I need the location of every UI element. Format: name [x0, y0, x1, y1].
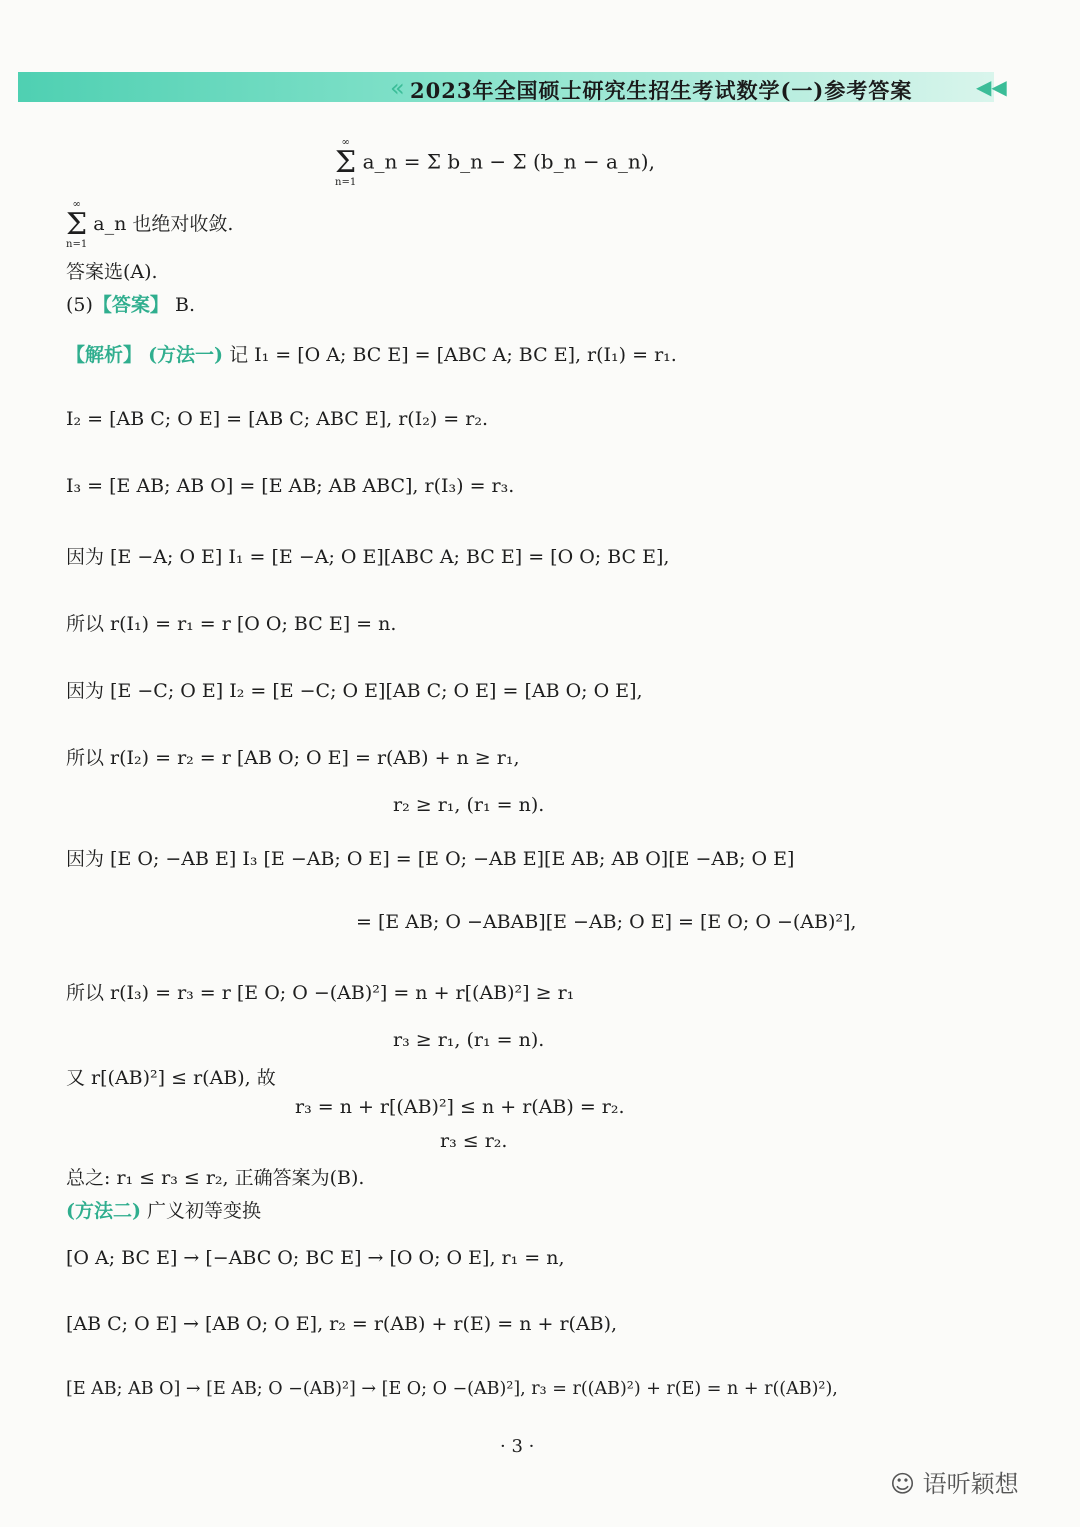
question-number: (5) [66, 294, 93, 316]
double-chevron-icon: « [390, 74, 405, 102]
watermark [890, 1464, 1019, 1499]
line-i2: I₂ = [AB C; O E] = [AB C; ABC E], r(I₂) = r₂. [66, 408, 488, 430]
line-because-1: 因为 [E −A; O E] I₁ = [E −A; O E][ABC A; BC E] = [O O; BC E], [66, 546, 670, 568]
line-so-2: 所以 r(I₂) = r₂ = r [AB O; O E] = r(AB) + n ≥ r₁, [66, 747, 520, 769]
line-so-3: 所以 r(I₃) = r₃ = r [E O; O −(AB)²] = n + r[(AB)²] ≥ r₁ [66, 982, 575, 1004]
line-continued: = [E AB; O −ABAB][E −AB; O E] = [E O; O −(AB)²], [356, 911, 857, 933]
line-r3-ge-r1: r₃ ≥ r₁, (r₁ = n). [393, 1029, 545, 1051]
method-label: (方法二) [66, 1200, 141, 1222]
line-r2-ge-r1: r₂ ≥ r₁, (r₁ = n). [393, 794, 545, 816]
equation-text: a_n = Σ b_n − Σ (b_n − a_n), [362, 149, 655, 174]
analysis-label: 【解析】 [66, 344, 143, 366]
page-number: · 3 · [500, 1436, 535, 1457]
answer-a: 答案选(A). [66, 261, 158, 283]
answer-label: 【答案】 [92, 294, 169, 316]
text: a_n 也绝对收敛. [93, 213, 234, 235]
line-i3: I₃ = [E AB; AB O] = [E AB; AB ABC], r(I₃) = r₃. [66, 475, 515, 497]
line-r3-le: r₃ = n + r[(AB)²] ≤ n + r(AB) = r₂. [295, 1096, 625, 1118]
equation-series [335, 138, 655, 188]
sigma-symbol: ∞ Σ n=1 [66, 199, 88, 250]
line-conclusion: 总之: r₁ ≤ r₃ ≤ r₂, 正确答案为(B). [66, 1167, 365, 1189]
line-because-2: 因为 [E −C; O E] I₂ = [E −C; O E][AB C; O E] = [AB O; O E], [66, 680, 643, 702]
line-also: 又 r[(AB)²] ≤ r(AB), 故 [66, 1067, 276, 1089]
answer-value: B. [168, 294, 195, 316]
watermark-text: 语听颖想 [922, 1470, 1019, 1498]
sigma-symbol: ∞ Σ n=1 [335, 137, 357, 188]
method-2-heading [66, 1196, 261, 1223]
line-r3-le-r2: r₃ ≤ r₂. [440, 1130, 508, 1152]
line-transform-2: [AB C; O E] → [AB O; O E], r₂ = r(AB) + r(E) = n + r(AB), [66, 1313, 618, 1335]
line-so-1: 所以 r(I₁) = r₁ = r [O O; BC E] = n. [66, 613, 397, 635]
line-because-3: 因为 [E O; −AB E] I₃ [E −AB; O E] = [E O; −AB E][E AB; AB O][E −AB; O E] [66, 848, 795, 870]
header-title: 2023年全国硕士研究生招生考试数学(一)参考答案 [410, 78, 913, 103]
double-triangle-icon: ◀◀ [976, 75, 1007, 99]
analysis-method-1 [66, 340, 677, 367]
question-5-answer [66, 290, 195, 317]
line-absolute-convergence [66, 200, 233, 250]
text: 记 I₁ = [O A; BC E] = [ABC A; BC E], r(I₁) = r₁. [229, 344, 677, 366]
line-transform-1: [O A; BC E] → [−ABC O; BC E] → [O O; O E], r₁ = n, [66, 1247, 565, 1269]
wechat-icon: ☺ [890, 1470, 916, 1498]
method-title: 广义初等变换 [140, 1200, 262, 1222]
method-label: (方法一) [148, 344, 224, 366]
line-transform-3: [E AB; AB O] → [E AB; O −(AB)²] → [E O; O −(AB)²], r₃ = r((AB)²) + r(E) = n + r((AB)²), [66, 1379, 838, 1399]
page-header [18, 72, 1007, 104]
